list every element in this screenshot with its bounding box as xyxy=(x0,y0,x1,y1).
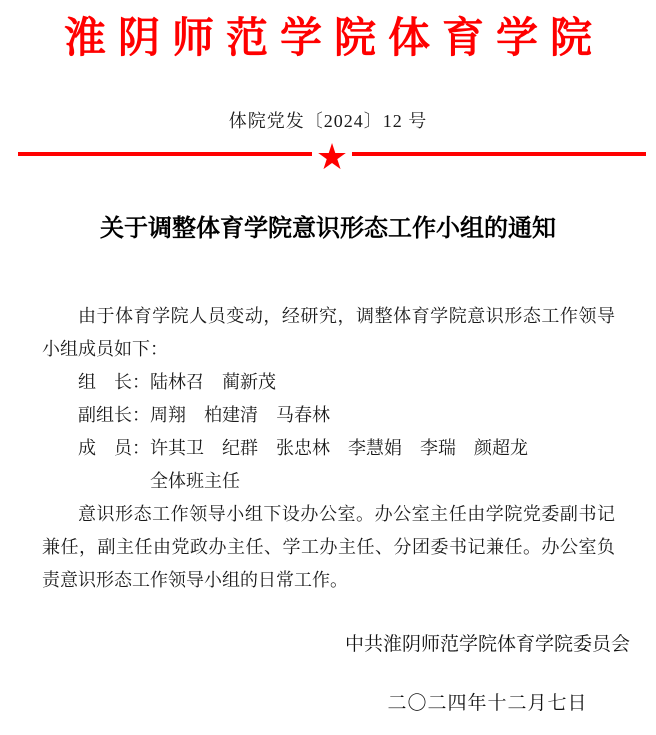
red-divider xyxy=(18,137,646,178)
signature-date: 二〇二四年十二月七日 xyxy=(387,692,588,714)
star-icon: ★ xyxy=(315,137,349,178)
divider-line-left xyxy=(18,152,312,156)
member-line-leader: 组 长：陆林召 蔺新茂 xyxy=(78,371,276,392)
document-body xyxy=(42,300,615,597)
member-line-deputy-leaders: 副组长：周翔 柏建清 马春林 xyxy=(78,404,330,425)
notice-title: 关于调整体育学院意识形态工作小组的通知 xyxy=(100,215,556,243)
signature-inner xyxy=(345,631,630,718)
signature-org: 中共淮阴师范学院体育学院委员会 xyxy=(344,633,630,655)
document-page xyxy=(0,14,656,735)
divider-line-right xyxy=(352,152,646,156)
paragraph-intro: 由于体育学院人员变动，经研究，调整体育学院意识形态工作领导小组成员如下： xyxy=(42,305,615,359)
letterhead-org-title: 淮阴师范学院体育学院 xyxy=(63,16,604,62)
member-line-members-cont: 全体班主任 xyxy=(78,470,240,491)
member-list xyxy=(78,366,615,498)
paragraph-office: 意识形态工作领导小组下设办公室。办公室主任由学院党委副书记兼任，副主任由党政办主任、学工办主任、分团委书记兼任。办公室负责意识形态工作领导小组的日常工作。 xyxy=(42,503,615,590)
member-line-members: 成 员：许其卫 纪群 张忠林 李慧娟 李瑞 颜超龙 xyxy=(78,437,528,458)
document-number: 体院党发〔2024〕12 号 xyxy=(228,111,428,132)
signature-block xyxy=(0,631,656,718)
